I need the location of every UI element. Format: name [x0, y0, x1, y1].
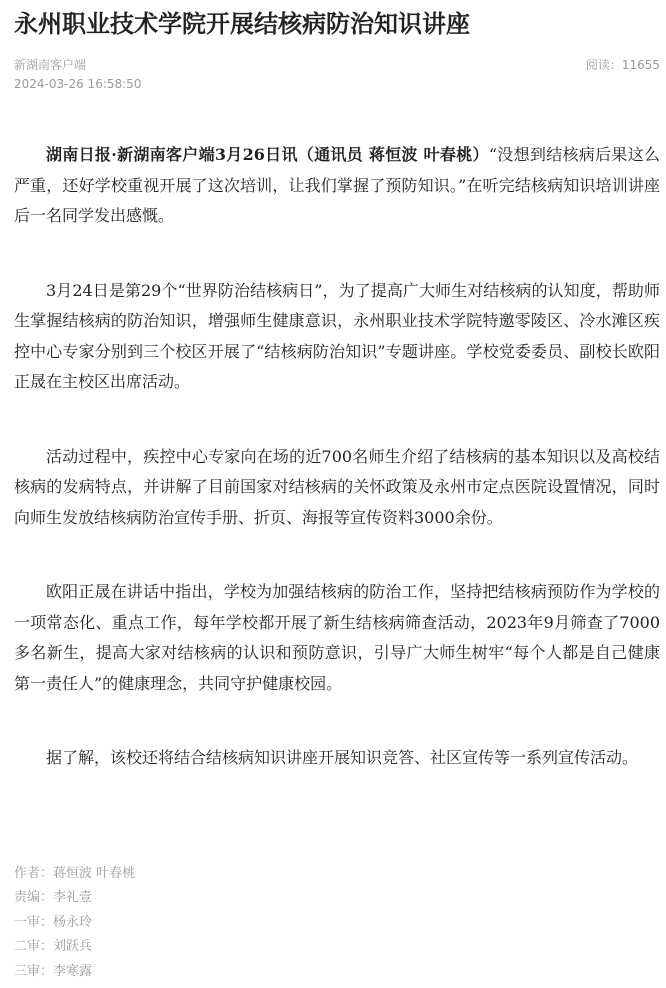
- article-credits: [14, 862, 135, 984]
- credit-review-1: 一审：杨永玲: [14, 914, 93, 930]
- credit-author: 作者：蒋恒波 叶春桃: [14, 866, 136, 881]
- article-paragraph: 欧阳正晟在讲话中指出，学校为加强结核病的防治工作，坚持把结核病预防作为学校的一项常态化、重点工作，每年学校都开展了新生结核病筛查活动，2023年9月筛查了7000多名新生，提高大家对结核病的认识和预防意识，引导广大师生树牢“每个人都是自己健康第一责任人”的健康理念，共同守护健康校园。: [14, 582, 660, 693]
- dateline: 湖南日报·新湖南客户端3月26日讯（通讯员 蒋恒波 叶春桃）: [46, 145, 489, 164]
- credit-review-2: 二审：刘跃兵: [14, 939, 93, 955]
- credit-editor: 责编：李礼壹: [14, 890, 93, 906]
- article-paragraph: 活动过程中，疾控中心专家向在场的近700名师生介绍了结核病的基本知识以及高校结核病的发病特点，并讲解了目前国家对结核病的关怀政策及永州市定点医院设置情况，同时向师生发放结核病防治宣传手册、折页、海报等宣传资料3000余份。: [14, 446, 660, 527]
- article-datetime: 2024-03-26 16:58:50: [14, 77, 142, 91]
- article-body: [14, 140, 660, 818]
- article-paragraph: 据了解，该校还将结合结核病知识讲座开展知识竞答、社区宣传等一系列宣传活动。: [46, 748, 639, 767]
- article-title: 永州职业技术学院开展结核病防治知识讲座: [14, 10, 470, 38]
- article-source: 新湖南客户端: [14, 58, 87, 72]
- lead-text: “没想到结核病后果这么严重，还好学校重视开展了这次培训，让我们掌握了预防知识。”在听完结核病知识培训讲座后一名同学发出感慨。: [14, 145, 660, 225]
- article-paragraph: 3月24日是第29个“世界防治结核病日”，为了提高广大师生对结核病的认知度，帮助师生掌握结核病的防治知识，增强师生健康意识，永州职业技术学院特邀零陵区、冷水滩区疾控中心专家分别到三个校区开展了“结核病防治知识”专题讲座。学校党委委员、副校长欧阳正晟在主校区出席活动。: [14, 280, 660, 391]
- article-paragraph-lead: [14, 140, 660, 232]
- read-count: 阅读：11655: [585, 58, 660, 72]
- credit-review-3: 三审：李寒露: [14, 963, 93, 979]
